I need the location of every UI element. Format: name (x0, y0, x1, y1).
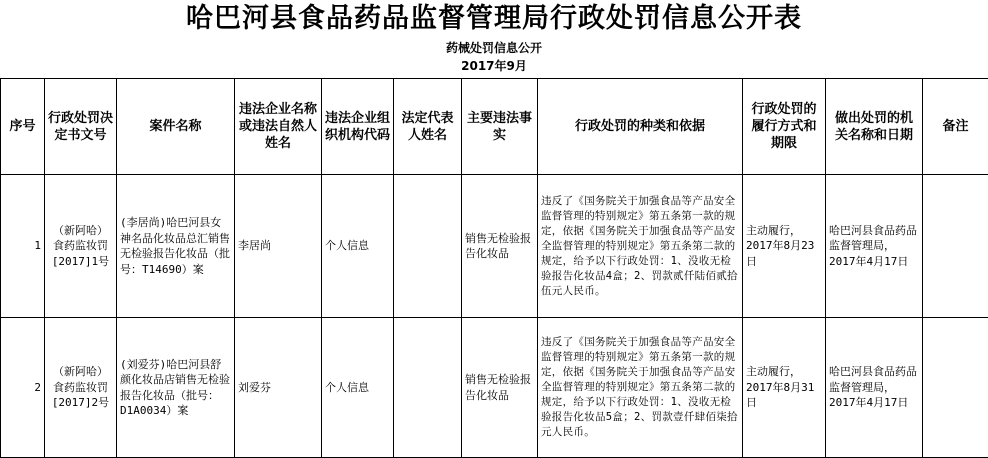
page-title: 哈巴河县食品药品监督管理局行政处罚信息公开表 (0, 0, 988, 38)
row-number: 2 (1, 318, 45, 458)
org-code: 个人信息 (322, 318, 394, 458)
authority-date: 哈巴河县食品药品监督管理局，2017年4月17日 (826, 175, 923, 318)
header-cell: 行政处罚的履行方式和期限 (743, 79, 826, 175)
header-cell: 做出处罚的机关名称和日期 (826, 79, 923, 175)
decision-doc-number: （新阿哈）食药监妆罚[2017]2号 (45, 318, 117, 458)
table-subtitle: 药械处罚信息公开 (0, 40, 988, 56)
header-cell: 备注 (923, 79, 988, 175)
penalty-basis: 违反了《国务院关于加强食品等产品安全监督管理的特别规定》第五条第一款的规定，依据《国务院关于加强食品等产品安全监督管理的特别规定》第五条第二款的规定，给予以下行政处罚：1、没收无检验报告化妆品5盒；2、罚款壹仟肆佰柒拾元人民币。 (538, 318, 743, 458)
header-cell: 主要违法事实 (462, 79, 538, 175)
period-label: 2017年9月 (0, 58, 988, 74)
header-cell: 序号 (1, 79, 45, 175)
violation-fact: 销售无检验报告化妆品 (462, 175, 538, 318)
penalty-basis: 违反了《国务院关于加强食品等产品安全监督管理的特别规定》第五条第一款的规定，依据《国务院关于加强食品等产品安全监督管理的特别规定》第五条第二款的规定，给予以下行政处罚：1、没收无检验报告化妆品4盒；2、罚款贰仟陆佰贰拾伍元人民币。 (538, 175, 743, 318)
execution-term: 主动履行，2017年8月31日 (743, 318, 826, 458)
org-code: 个人信息 (322, 175, 394, 318)
violator-name: 李居尚 (235, 175, 322, 318)
legal-representative (394, 318, 462, 458)
authority-date: 哈巴河县食品药品监督管理局，2017年4月17日 (826, 318, 923, 458)
execution-term: 主动履行，2017年8月23日 (743, 175, 826, 318)
remark (923, 175, 988, 318)
header-cell: 法定代表人姓名 (394, 79, 462, 175)
header-row (1, 79, 988, 175)
penalty-table (0, 78, 988, 458)
header-cell: 违法企业名称或违法自然人姓名 (235, 79, 322, 175)
legal-representative (394, 175, 462, 318)
header-cell: 行政处罚决定书文号 (45, 79, 117, 175)
remark (923, 318, 988, 458)
table-row (1, 318, 988, 458)
violator-name: 刘爱芬 (235, 318, 322, 458)
header-cell: 案件名称 (117, 79, 235, 175)
table-row (1, 175, 988, 318)
decision-doc-number: （新阿哈）食药监妆罚[2017]1号 (45, 175, 117, 318)
case-name: (刘爱芬)哈巴河县舒颜化妆品店销售无检验报告化妆品（批号：D1A0034）案 (117, 318, 235, 458)
header-cell: 违法企业组织机构代码 (322, 79, 394, 175)
row-number: 1 (1, 175, 45, 318)
violation-fact: 销售无检验报告化妆品 (462, 318, 538, 458)
header-cell: 行政处罚的种类和依据 (538, 79, 743, 175)
case-name: (李居尚)哈巴河县女神名品化妆品总汇销售无检验报告化妆品（批号：T14690）案 (117, 175, 235, 318)
